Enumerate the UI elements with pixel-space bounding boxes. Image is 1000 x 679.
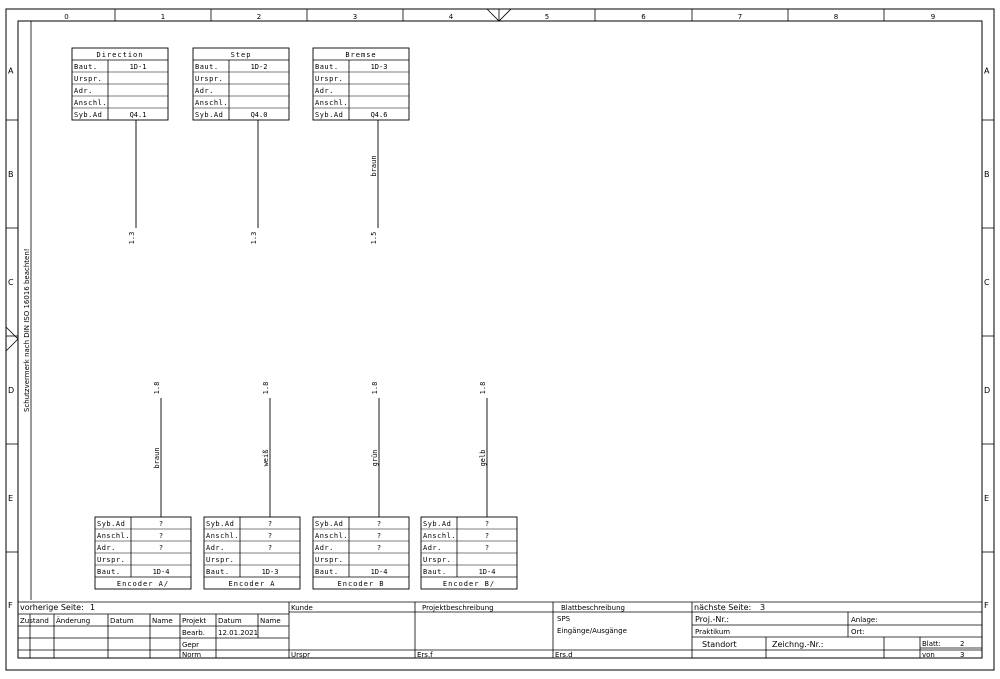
field-key: Adr. [315, 544, 334, 552]
field-key: Anschl. [315, 532, 349, 540]
bottom-component [204, 517, 300, 589]
column-label-bottom: 7 [737, 662, 743, 670]
wire-color-label: gelb [479, 449, 487, 467]
projekt-datum-label: Datum [218, 617, 242, 625]
field-value: ? [267, 520, 273, 528]
wire-number: 1.5 [370, 231, 378, 245]
row-ruler [6, 67, 994, 611]
field-key: Syb.Ad [97, 520, 126, 528]
column-label: 1 [160, 13, 166, 21]
wire-color-label: braun [370, 155, 378, 177]
wire-color-label: grün [371, 449, 379, 467]
bearb-label: Bearb. [182, 629, 205, 637]
column-label-bottom: 6 [641, 662, 646, 670]
column-label-bottom: 8 [833, 662, 839, 670]
bottom-component [313, 517, 409, 589]
row-label-right: C [984, 278, 990, 287]
column-label-bottom: 0 [64, 662, 69, 670]
field-key: Syb.Ad [423, 520, 452, 528]
row-label-right: E [984, 494, 990, 503]
row-label-right: F [984, 601, 989, 610]
field-key: Baut. [423, 568, 447, 576]
ers-f-label: Ers.f [417, 651, 433, 659]
field-value: ? [376, 544, 382, 552]
row-label: B [8, 170, 14, 179]
field-value: ? [267, 544, 273, 552]
von-value: 3 [960, 651, 965, 659]
column-label: 4 [448, 13, 454, 21]
name-label: Name [152, 617, 173, 625]
next-page-label: nächste Seite: [694, 603, 752, 612]
column-label: 5 [544, 13, 550, 21]
side-note: Schutzvermerk nach DIN ISO 16016 beachten! [23, 248, 31, 412]
aenderung-label: Änderung [56, 617, 91, 625]
field-key: Adr. [206, 544, 225, 552]
component-title: Bremse [345, 51, 377, 59]
row-label: D [8, 386, 15, 395]
field-key: Anschl. [97, 532, 131, 540]
field-key: Baut. [315, 568, 339, 576]
field-key: Syb.Ad [74, 111, 103, 119]
bottom-component [95, 517, 191, 589]
field-value: 1D-4 [478, 568, 496, 576]
field-value: ? [376, 532, 382, 540]
blatt-label: Blatt: [922, 640, 941, 648]
column-label: 7 [737, 13, 743, 21]
field-value: Q4.1 [129, 111, 147, 119]
top-components [72, 48, 409, 244]
bottom-component [421, 517, 517, 589]
gepr-label: Gepr [182, 641, 200, 649]
prev-page-value: 1 [90, 603, 96, 612]
top-component [72, 48, 168, 120]
bottom-components [95, 382, 517, 589]
field-key: Baut. [206, 568, 230, 576]
row-label: F [8, 601, 13, 610]
column-label-bottom: 3 [352, 662, 358, 670]
row-label-right: B [984, 170, 990, 179]
wire-color-label: braun [153, 447, 161, 469]
projekt-name-label: Name [260, 617, 281, 625]
von-label: von [922, 651, 935, 659]
component-title: Encoder B/ [442, 580, 496, 588]
row-label-right: A [984, 66, 990, 76]
column-label: 8 [833, 13, 839, 21]
component-title: Encoder A [228, 580, 276, 588]
blattbeschreibung-label: Blattbeschreibung [561, 604, 625, 612]
title-block [18, 602, 982, 658]
field-key: Urspr. [195, 75, 224, 83]
ers-d-label: Ers.d [555, 651, 573, 659]
wire-number: 1.3 [128, 231, 136, 245]
field-key: Adr. [97, 544, 116, 552]
urspr-label: Urspr [291, 651, 310, 659]
field-key: Syb.Ad [206, 520, 235, 528]
field-key: Syb.Ad [195, 111, 224, 119]
field-value: ? [376, 520, 382, 528]
zustand-label: Zustand [20, 617, 49, 625]
column-label: 2 [256, 13, 262, 21]
field-key: Anschl. [315, 99, 349, 107]
field-value: ? [267, 532, 273, 540]
projekt-label: Projekt [182, 617, 207, 625]
column-label-bottom: 5 [544, 662, 550, 670]
column-label-bottom: 4 [448, 662, 454, 670]
praktikum-label: Praktikum [695, 628, 731, 636]
standort-label: Standort [702, 640, 737, 649]
top-component [313, 48, 409, 120]
field-value: Q4.6 [370, 111, 388, 119]
field-key: Urspr. [315, 75, 344, 83]
field-key: Urspr. [97, 556, 126, 564]
field-value: ? [484, 520, 490, 528]
component-title: Encoder A/ [116, 580, 170, 588]
projektbeschreibung-label: Projektbeschreibung [422, 604, 494, 612]
field-value: 1D-2 [250, 63, 268, 71]
field-key: Adr. [195, 87, 214, 95]
field-key: Urspr. [74, 75, 103, 83]
top-component [193, 48, 289, 120]
column-label: 6 [641, 13, 646, 21]
proj-nr-label: Proj.-Nr.: [695, 615, 730, 624]
field-key: Anschl. [195, 99, 229, 107]
field-key: Syb.Ad [315, 111, 344, 119]
field-value: 1D-4 [370, 568, 388, 576]
wire-number: 1.3 [250, 231, 258, 245]
column-label: 3 [352, 13, 358, 21]
field-key: Urspr. [315, 556, 344, 564]
component-title: Step [230, 51, 252, 59]
wire-number: 1.8 [153, 381, 161, 395]
wire-number: 1.8 [371, 381, 379, 395]
field-value: ? [484, 544, 490, 552]
column-label: 9 [930, 13, 936, 21]
wire-number: 1.8 [479, 381, 487, 395]
field-value: ? [158, 520, 164, 528]
column-label-bottom: 1 [160, 662, 166, 670]
field-key: Adr. [315, 87, 334, 95]
wire-color-label: weiß [262, 449, 270, 467]
field-key: Anschl. [74, 99, 108, 107]
column-label-bottom: 9 [930, 662, 936, 670]
field-value: 1D-4 [152, 568, 170, 576]
field-value: ? [484, 532, 490, 540]
anlage-label: Anlage: [851, 616, 878, 624]
field-value: 1D-1 [129, 63, 147, 71]
field-value: Q4.0 [250, 111, 268, 119]
sheet-title: SPS [557, 615, 571, 623]
field-key: Baut. [195, 63, 219, 71]
component-title: Encoder B [337, 580, 385, 588]
prev-page-label: vorherige Seite: [20, 603, 84, 612]
row-label-right: D [984, 386, 991, 395]
field-key: Urspr. [206, 556, 235, 564]
norm-label: Norm [182, 651, 202, 659]
zeichng-nr-label: Zeichng.-Nr.: [772, 640, 824, 649]
field-key: Anschl. [206, 532, 240, 540]
field-key: Syb.Ad [315, 520, 344, 528]
column-label-bottom: 2 [256, 662, 262, 670]
field-key: Urspr. [423, 556, 452, 564]
column-label: 0 [64, 13, 69, 21]
field-value: 1D-3 [370, 63, 388, 71]
kunde-label: Kunde [291, 604, 313, 612]
field-key: Baut. [315, 63, 339, 71]
field-key: Adr. [423, 544, 442, 552]
field-key: Adr. [74, 87, 93, 95]
left-center-mark [6, 327, 18, 351]
row-label: A [8, 66, 14, 76]
row-label: E [8, 494, 14, 503]
sheet-subtitle: Eingänge/Ausgänge [557, 627, 627, 635]
field-key: Baut. [74, 63, 98, 71]
next-page-value: 3 [760, 603, 766, 612]
blatt-value: 2 [960, 640, 965, 648]
wire-number: 1.8 [262, 381, 270, 395]
datum-label: Datum [110, 617, 134, 625]
component-title: Direction [96, 51, 144, 59]
field-key: Anschl. [423, 532, 457, 540]
field-key: Baut. [97, 568, 121, 576]
inner-frame [18, 21, 982, 658]
bearb-date: 12.01.2021 [218, 629, 259, 637]
field-value: ? [158, 532, 164, 540]
row-label: C [8, 278, 14, 287]
field-value: ? [158, 544, 164, 552]
ort-label: Ort: [851, 628, 865, 636]
field-value: 1D-3 [261, 568, 279, 576]
